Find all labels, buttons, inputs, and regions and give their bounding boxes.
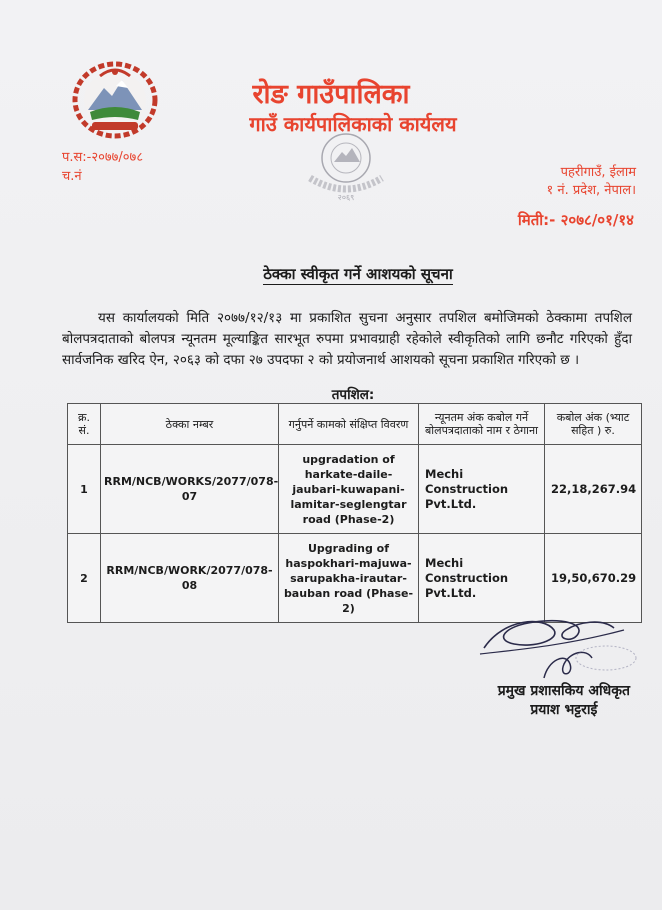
office-name: गाउँ कार्यपालिकाको कार्यलय [249, 112, 457, 136]
notice-date: मिती:- २०७८/०१/१४ [517, 211, 634, 229]
notice-body: यस कार्यालयको मिति २०७७/१२/१३ मा प्रकाशित सुचना अनुसार तपशिल बमोजिमको ठेक्कामा तपशिल बोलपत्रदाताको बोलपत्र न्यूनतम मूल्याङ्कित सारभूत रुपमा प्रभावग्राही रहेकोले स्वीकृतिको लागि छनौट गरिएको हुँदा सार्वजनिक खरिद ऐन, २०६३ को दफा २७ उपदफा २ को प्रयोजनार्थ आशयको सूचना प्रकाशित गरिएको छ । [62, 310, 632, 368]
cell-amount: 19,50,670.29 [545, 534, 642, 623]
table-header-row [68, 404, 642, 445]
header-contract-no: ठेक्का नम्बर [101, 404, 279, 445]
header-description: गर्नुपर्ने कामको संक्षिप्त विवरण [279, 404, 419, 445]
cell-bidder: Mechi Construction Pvt.Ltd. [419, 534, 545, 623]
signature-image [474, 608, 644, 680]
address-line-2: १ नं. प्रदेश, नेपाल। [546, 183, 636, 198]
dispatch-number: च.नं [62, 169, 82, 184]
cell-description: upgradation of harkate-daile-jaubari-kuwapani-lamitar-seglengtar road (Phase-2) [279, 445, 419, 534]
reference-number: प.स:-२०७७/०७८ [62, 150, 144, 165]
signatory-designation: प्रमुख प्रशासकिय अधिकृत [497, 683, 630, 699]
address-line-1: पहरीगाउँ, ईलाम [560, 165, 636, 180]
office-address [547, 164, 636, 200]
subject-text: ठेक्का स्वीकृत गर्ने आशयको सूचना [263, 265, 453, 283]
cell-contract-no: RRM/NCB/WORKS/2077/078-07 [101, 445, 279, 534]
svg-text:२०६९: २०६९ [337, 193, 355, 202]
signatory-block [498, 682, 630, 720]
header-bidder: न्यूनतम अंक कबोल गर्ने बोलपत्रदाताको नाम र ठेगाना [419, 404, 545, 445]
office-seal-stamp [296, 128, 396, 204]
municipality-name: रोङ गाउँपालिका [252, 79, 410, 110]
table-caption-text: तपशिल: [331, 387, 375, 403]
cell-sn: 1 [68, 445, 101, 534]
table-caption [0, 385, 662, 403]
header-sn: क्र. सं. [68, 404, 101, 445]
notice-subject [0, 264, 662, 284]
header-amount: कबोल अंक (भ्याट सहित ) रु. [545, 404, 642, 445]
table-row [68, 445, 642, 534]
contract-table [67, 403, 642, 623]
signatory-name: प्रयाश भट्टराई [530, 702, 598, 718]
cell-amount: 22,18,267.94 [545, 445, 642, 534]
cell-contract-no: RRM/NCB/WORK/2077/078-08 [101, 534, 279, 623]
cell-bidder: Mechi Construction Pvt.Ltd. [419, 445, 545, 534]
cell-sn: 2 [68, 534, 101, 623]
cell-description: Upgrading of haspokhari-majuwa-sarupakha-irautar-bauban road (Phase-2) [279, 534, 419, 623]
reference-block [62, 148, 143, 186]
